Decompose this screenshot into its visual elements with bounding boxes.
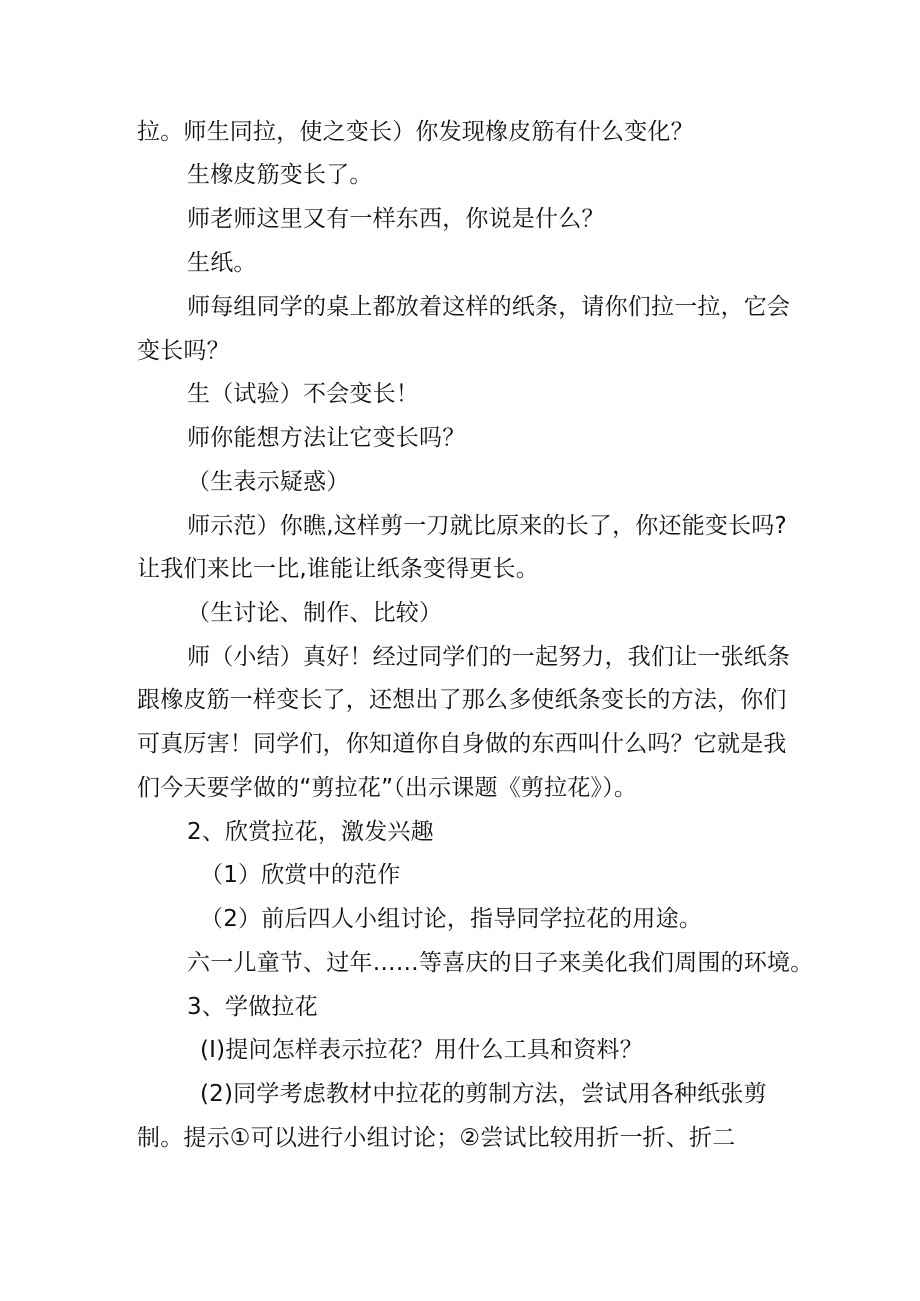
text-line: 生橡皮筋变长了。 (187, 162, 373, 188)
text-line: 让我们来比一比,谁能让纸条变得更长。 (137, 556, 539, 582)
text-line: 拉。师生同拉，使之变长）你发现橡皮筋有什么变化？ (137, 119, 694, 145)
text-line: (I)提问怎样表示拉花？用什么工具和资料？ (200, 1037, 643, 1063)
text-line: 生纸。 (187, 250, 257, 276)
text-line: 制。提示①可以进行小组讨论；②尝试比较用折一折、折二 (137, 1125, 736, 1151)
text-line: 师（小结）真好！经过同学们的一起努力，我们让一张纸条 (187, 644, 791, 670)
text-line: 生（试验）不会变长！ (187, 381, 419, 407)
text-line: （生讨论、制作、比较） (187, 600, 443, 626)
text-line: 可真厉害！同学们，你知道你自身做的东西叫什么吗？它就是我 (137, 731, 787, 757)
text-line: 师老师这里又有一样东西，你说是什么？ (187, 206, 605, 232)
text-line: (2)同学考虑教材中拉花的剪制方法，尝试用各种纸张剪 (200, 1081, 767, 1107)
text-line: 变长吗？ (137, 338, 230, 364)
text-line: （2）前后四人小组讨论，指导同学拉花的用途。 (200, 906, 703, 932)
text-line: （1）欣赏中的范作 (200, 862, 401, 888)
text-line: 2、欣赏拉花，激发兴趣 (187, 819, 434, 845)
text-line: 跟橡皮筋一样变长了，还想出了那么多使纸条变长的方法，你们 (137, 687, 787, 713)
text-line: 六一儿童节、过年……等喜庆的日子来美化我们周围的环境。 (187, 950, 814, 976)
text-line: 3、学做拉花 (187, 994, 318, 1020)
text-line: 师示范）你瞧,这样剪一刀就比原来的长了，你还能变长吗? (187, 513, 787, 539)
text-line: （生表示疑惑） (187, 469, 350, 495)
text-line: 师你能想方法让它变长吗？ (187, 425, 466, 451)
text-line: 们今天要学做的“剪拉花”（出示课题《剪拉花》）。 (137, 775, 638, 801)
text-line: 师每组同学的桌上都放着这样的纸条，请你们拉一拉，它会 (187, 294, 791, 320)
